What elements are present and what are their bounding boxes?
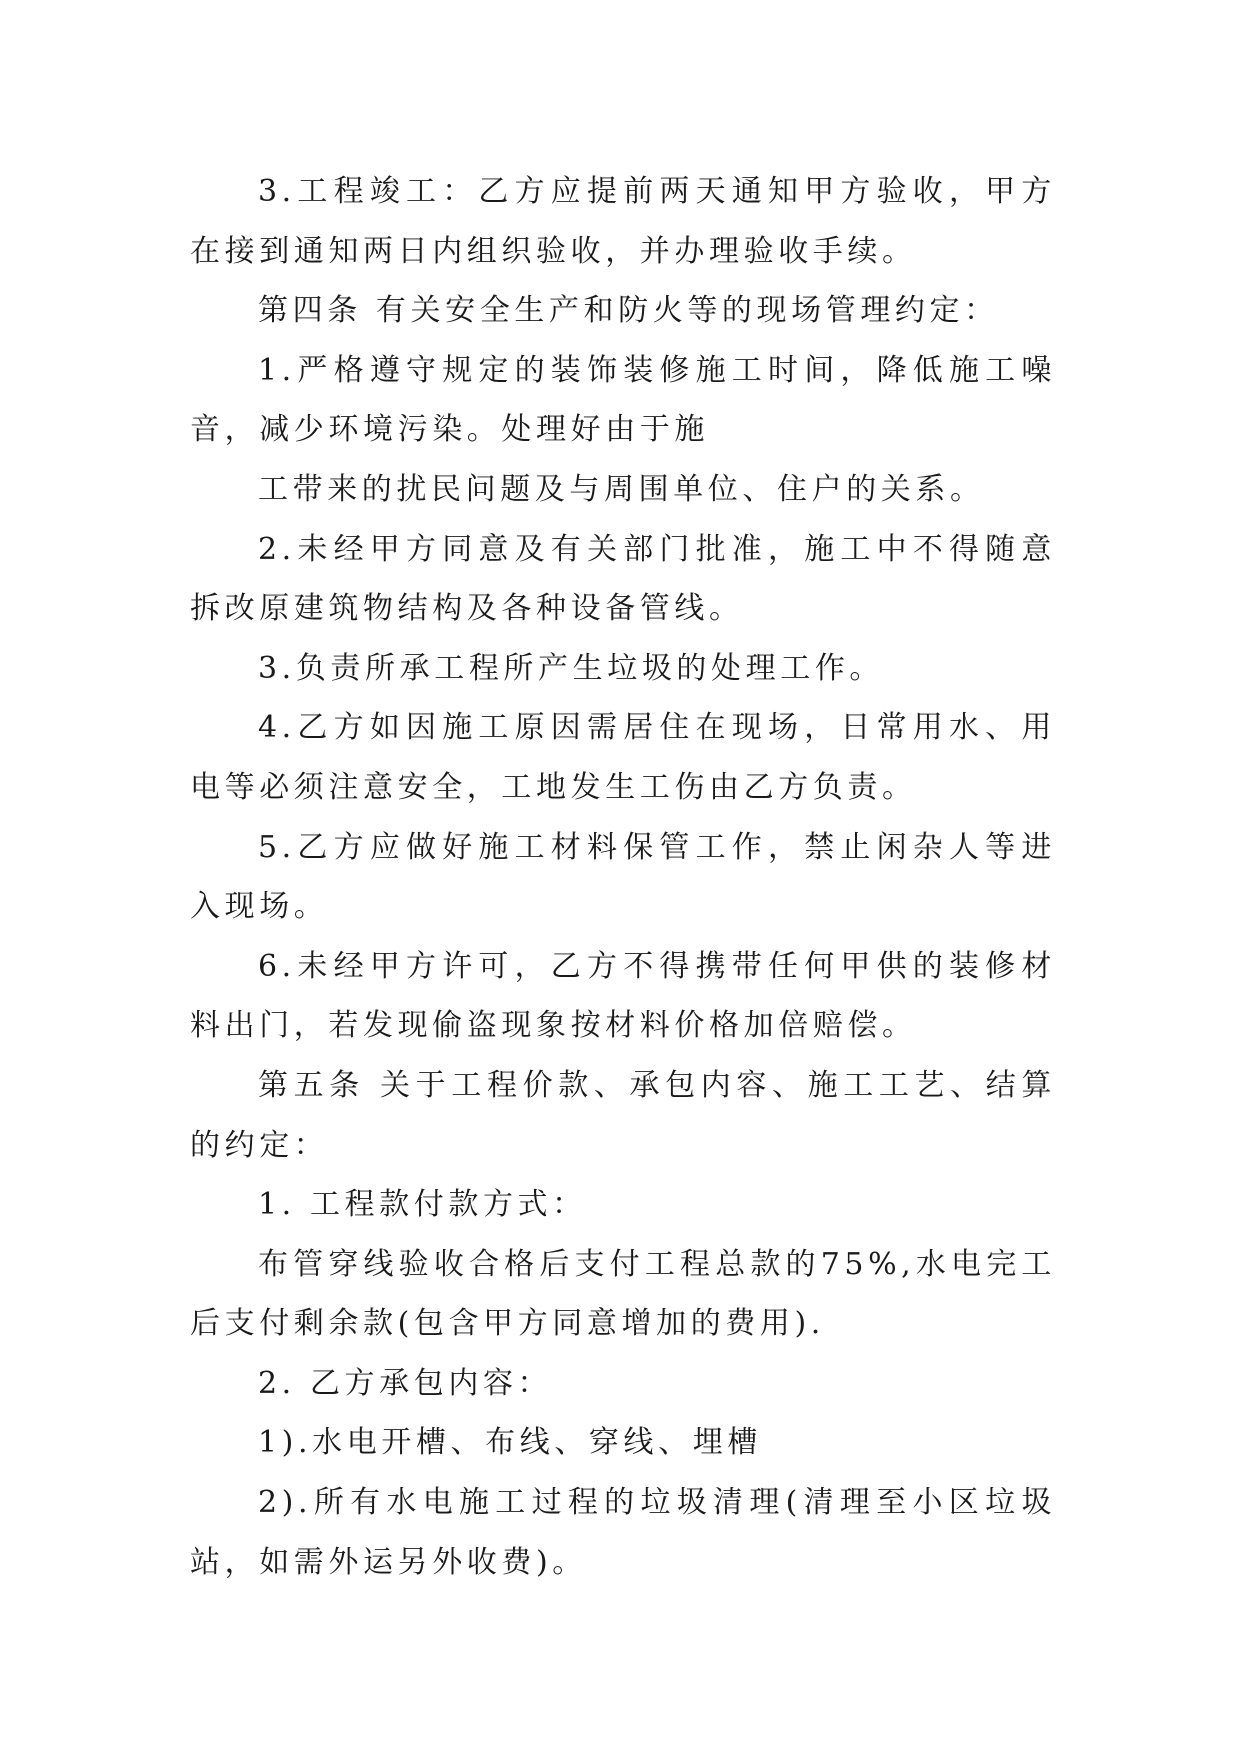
paragraph-completion-acceptance: 3.工程竣工：乙方应提前两天通知甲方验收，甲方在接到通知两日内组织验收，并办理验收手续。 [190,174,1056,269]
paragraph-onsite-safety: 4.乙方如因施工原因需居住在现场，日常用水、用电等必须注意安全，工地发生工伤由乙方负责。 [190,710,1056,805]
document-body [190,162,1056,1592]
scope-item-cleanup: 2).所有水电施工过程的垃圾清理(清理至小区垃圾站，如需外运另外收费)。 [190,1485,1056,1580]
scope-item-wiring: 1).水电开槽、布线、穿线、埋槽 [258,1425,762,1461]
paragraph-structure-changes: 2.未经甲方同意及有关部门批准，施工中不得随意拆改原建筑物结构及各种设备管线。 [190,531,1056,627]
paragraph-neighbor-relations: 工带来的扰民问题及与周围单位、住户的关系。 [258,471,985,507]
paragraph-material-custody: 5.乙方应做好施工材料保管工作，禁止闲杂人等进入现场。 [190,829,1056,925]
paragraph-construction-hours: 1.严格遵守规定的装饰装修施工时间，降低施工噪音，减少环境污染。处理好由于施 [190,352,1056,448]
scope-heading: 2. 乙方承包内容： [258,1365,553,1401]
payment-method-heading: 1. 工程款付款方式： [258,1187,587,1223]
article-5-heading: 第五条 关于工程价款、承包内容、施工工艺、结算的约定： [190,1067,1056,1163]
paragraph-waste-handling: 3.负责所承工程所产生垃圾的处理工作。 [258,650,885,686]
paragraph-payment-terms: 布管穿线验收合格后支付工程总款的75%,水电完工后支付剩余款(包含甲方同意增加的费用). [190,1246,1056,1342]
paragraph-material-removal: 6.未经甲方许可，乙方不得携带任何甲供的装修材料出门，若发现偷盗现象按材料价格加倍赔偿。 [190,948,1056,1044]
article-4-heading: 第四条 有关安全生产和防火等的现场管理约定： [258,293,999,329]
